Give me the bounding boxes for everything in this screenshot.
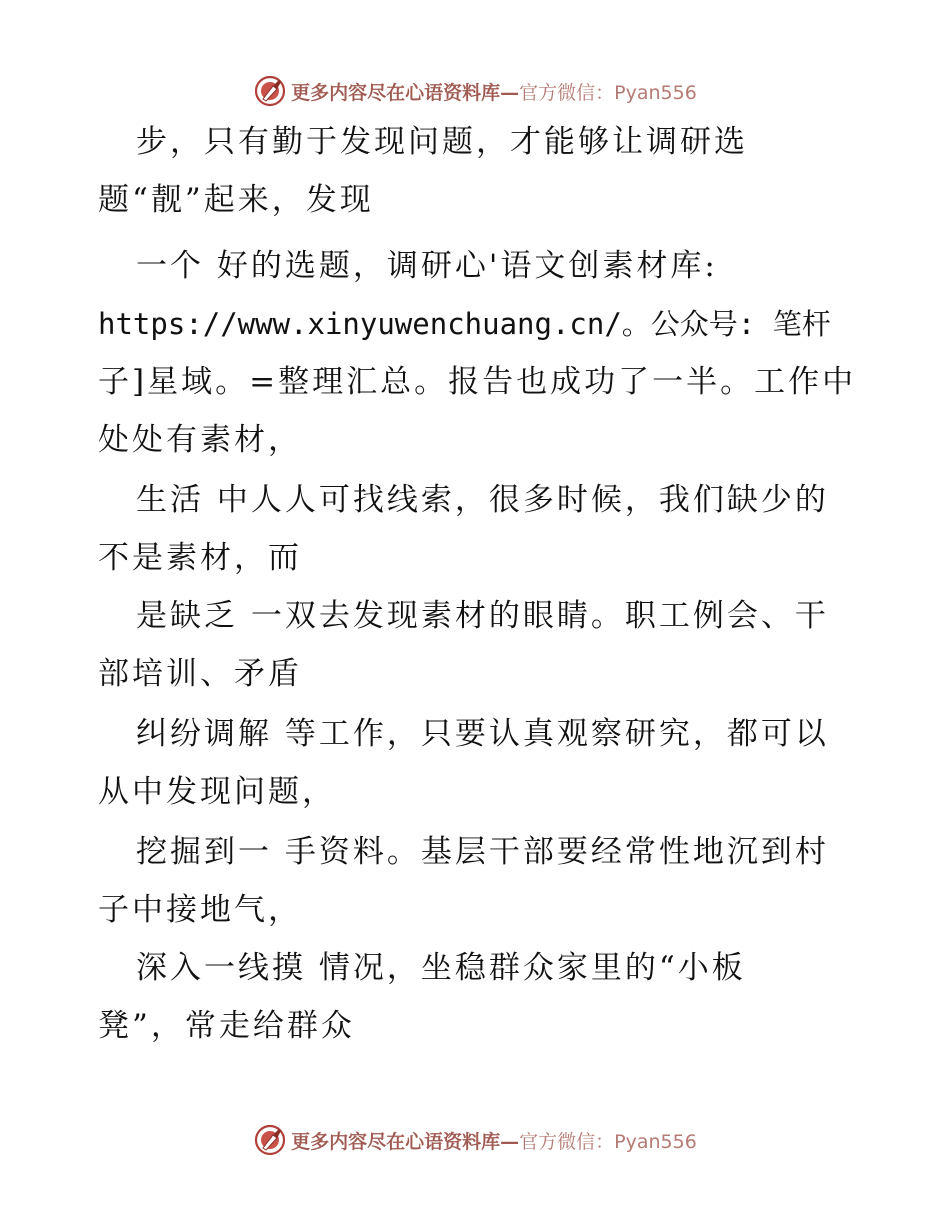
body-line: 不是素材，而: [98, 540, 302, 576]
body-line: 题“靓”起来，发现: [98, 182, 374, 218]
watermark-wechat: 官方微信：Pyan556: [519, 1130, 697, 1153]
watermark-text: [291, 1127, 697, 1154]
body-line: 步，只有勤于发现问题，才能够让调研选: [136, 124, 748, 160]
body-line: 子]星域。=整理汇总。报告也成功了一半。工作中: [98, 364, 857, 400]
watermark-site: 更多内容尽在心语资料库—: [291, 1130, 520, 1153]
watermark-wechat: 官方微信：Pyan556: [519, 81, 697, 104]
body-line-url: https://www.xinyuwenchuang.cn/。公众号: 笔杆: [98, 307, 831, 341]
footer-watermark: [0, 1120, 950, 1160]
body-line: 深入一线摸 情况，坐稳群众家里的“小板: [136, 950, 746, 986]
pen-nib-logo-icon: [253, 1123, 287, 1157]
header-watermark: [0, 71, 950, 111]
body-line: 纠纷调解 等工作，只要认真观察研究，都可以: [136, 716, 829, 752]
body-line: 生活 中人人可找线索，很多时候，我们缺少的: [136, 482, 829, 518]
body-line: 挖掘到一 手资料。基层干部要经常性地沉到村: [136, 834, 829, 870]
body-line: 子中接地气，: [98, 892, 302, 928]
body-line: 凳”，常走给群众: [98, 1008, 355, 1044]
body-line: 处处有素材，: [98, 422, 302, 458]
body-line: 部培训、矛盾: [98, 656, 302, 692]
body-line: 从中发现问题，: [98, 774, 336, 810]
watermark-text: [291, 78, 697, 105]
body-line: 一个 好的选题，调研心'语文创素材库:: [136, 248, 718, 284]
watermark-site: 更多内容尽在心语资料库—: [291, 81, 520, 104]
body-line: 是缺乏 一双去发现素材的眼睛。职工例会、干: [136, 598, 829, 634]
pen-nib-logo-icon: [253, 74, 287, 108]
